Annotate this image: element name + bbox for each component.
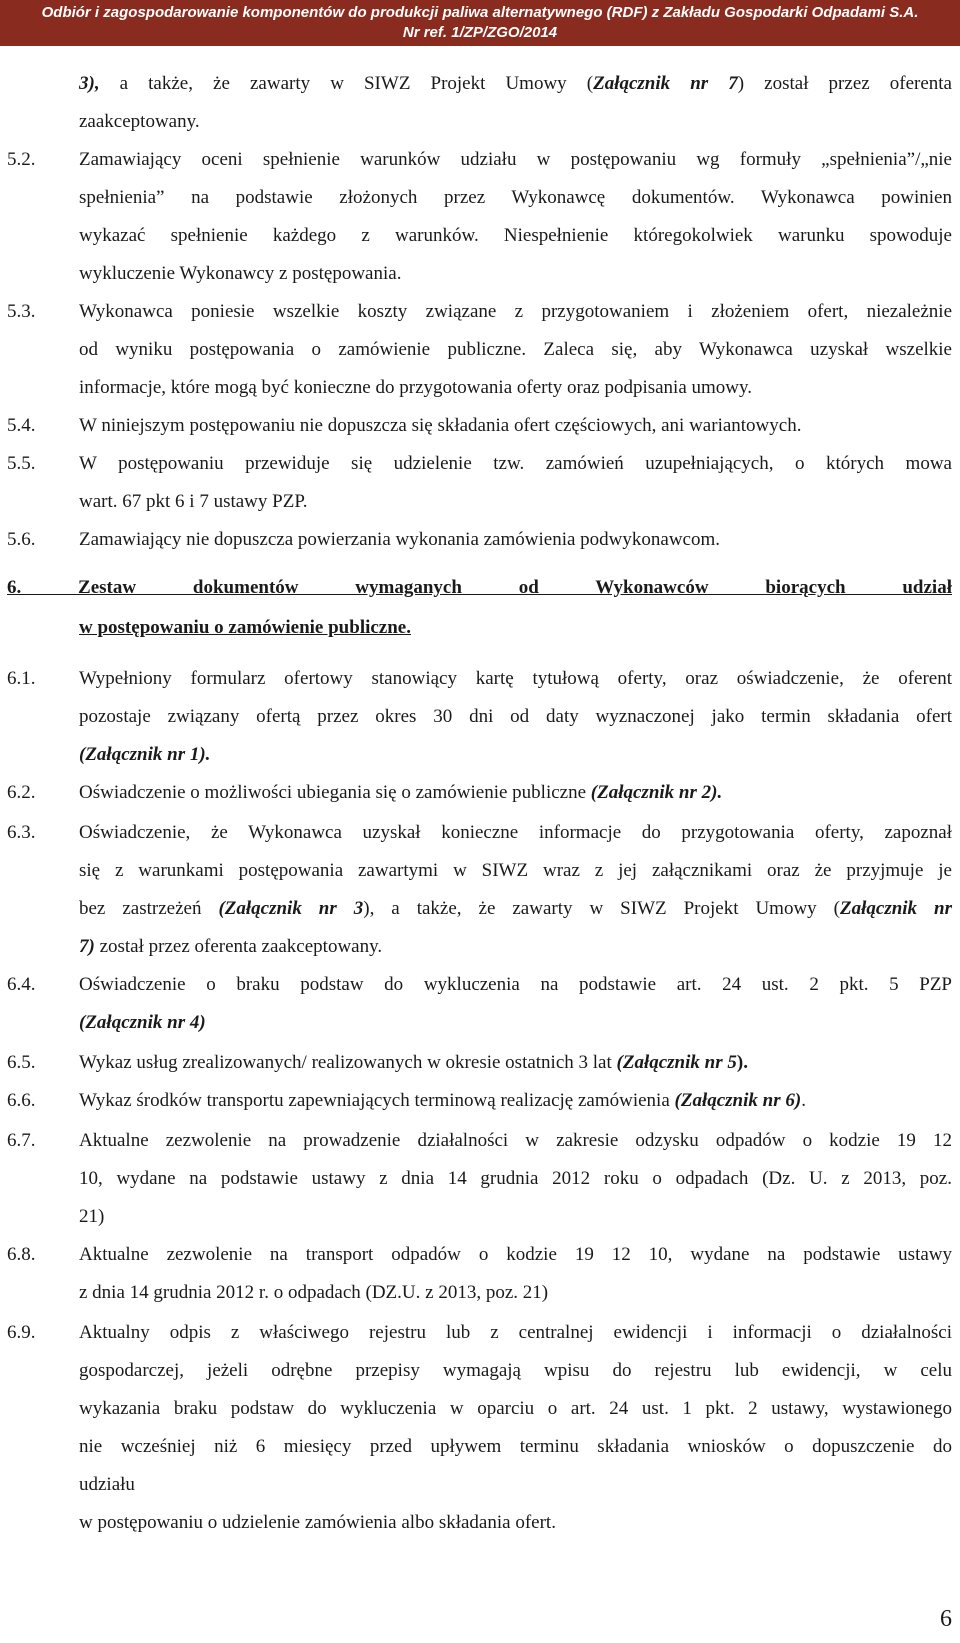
paragraph-line: Aktualne zezwolenie na prowadzenie działalności w zakresie odzysku odpadów o kodzie 19 12: [79, 1130, 952, 1151]
section-number: 5.6.: [7, 529, 36, 550]
section-number: 5.4.: [7, 415, 36, 436]
section-number: 6.4.: [7, 974, 36, 995]
paragraph-line: udziału: [79, 1474, 135, 1495]
section-number: 6.6.: [7, 1090, 36, 1111]
paragraph-line: się z warunkami postępowania zawartymi w SIWZ wraz z jej załącznikami oraz że przyjmuje je: [79, 860, 952, 881]
paragraph-line: pozostaje związany ofertą przez okres 30 dni od daty wyznaczonej jako termin składania ofert: [79, 706, 952, 727]
paragraph-line: (Załącznik nr 1).: [79, 744, 211, 765]
paragraph-line: w postępowaniu o udzielenie zamówienia albo składania ofert.: [79, 1512, 556, 1533]
paragraph-line: wykazać spełnienie każdego z warunków. Niespełnienie któregokolwiek warunku spowoduje: [79, 225, 952, 246]
paragraph-line: zaakceptowany.: [79, 111, 200, 132]
paragraph-line: wykazania braku podstaw do wykluczenia w oparciu o art. 24 ust. 1 pkt. 2 ustawy, wystawionego: [79, 1398, 952, 1419]
paragraph-line: Oświadczenie, że Wykonawca uzyskał konieczne informacje do przygotowania oferty, zapoznał: [79, 822, 952, 843]
paragraph-line: Wykaz środków transportu zapewniających terminową realizację zamówienia (Załącznik nr 6).: [79, 1090, 806, 1111]
paragraph-line: W niniejszym postępowaniu nie dopuszcza się składania ofert częściowych, ani wariantowych.: [79, 415, 802, 436]
header-title: Odbiór i zagospodarowanie komponentów do produkcji paliwa alternatywnego (RDF) z Zakładu Gospodarki Odpadami S.A.: [41, 4, 919, 21]
paragraph-line: 3), a także, że zawarty w SIWZ Projekt Umowy (Załącznik nr 7) został przez oferenta: [79, 73, 952, 94]
section-number: 6.3.: [7, 822, 36, 843]
paragraph-line: informacje, które mogą być konieczne do przygotowania oferty oraz podpisania umowy.: [79, 377, 753, 398]
paragraph-line: bez zastrzeżeń (Załącznik nr 3), a także, że zawarty w SIWZ Projekt Umowy (Załącznik nr: [79, 898, 952, 919]
paragraph-line: 10, wydane na podstawie ustawy z dnia 14 grudnia 2012 roku o odpadach (Dz. U. z 2013, poz.: [79, 1168, 952, 1189]
paragraph-line: Oświadczenie o możliwości ubiegania się o zamówienie publiczne (Załącznik nr 2).: [79, 782, 723, 803]
section-heading: 6. Zestaw dokumentów wymaganych od Wykonawców biorących udział: [7, 577, 952, 598]
paragraph-line: gospodarczej, jeżeli odrębne przepisy wymagają wpisu do rejestru lub ewidencji, w celu: [79, 1360, 952, 1381]
paragraph-line: Zamawiający oceni spełnienie warunków udziału w postępowaniu wg formuły „spełnienia”/„nie: [79, 149, 952, 170]
paragraph-line: Aktualne zezwolenie na transport odpadów o kodzie 19 12 10, wydane na podstawie ustawy: [79, 1244, 952, 1265]
paragraph-line: Zamawiający nie dopuszcza powierzania wykonania zamówienia podwykonawcom.: [79, 529, 720, 550]
page-number: 6: [940, 1606, 952, 1632]
paragraph-line: (Załącznik nr 4): [79, 1012, 206, 1033]
paragraph-line: Oświadczenie o braku podstaw do wykluczenia na podstawie art. 24 ust. 2 pkt. 5 PZP: [79, 974, 952, 995]
section-number: 6.8.: [7, 1244, 36, 1265]
paragraph-line: spełnienia” na podstawie złożonych przez Wykonawcę dokumentów. Wykonawca powinien: [79, 187, 952, 208]
paragraph-line: Wykonawca poniesie wszelkie koszty związane z przygotowaniem i złożeniem ofert, niezależnie: [79, 301, 952, 322]
paragraph-line: W postępowaniu przewiduje się udzielenie tzw. zamówień uzupełniających, o których mowa: [79, 453, 952, 474]
paragraph-line: nie wcześniej niż 6 miesięcy przed upływem terminu składania wniosków o dopuszczenie do: [79, 1436, 952, 1457]
paragraph-line: 21): [79, 1206, 105, 1227]
section-number: 6.5.: [7, 1052, 36, 1073]
paragraph-line: wart. 67 pkt 6 i 7 ustawy PZP.: [79, 491, 308, 512]
section-number: 6.1.: [7, 668, 36, 689]
paragraph-line: Wykaz usług zrealizowanych/ realizowanych w okresie ostatnich 3 lat (Załącznik nr 5).: [79, 1052, 748, 1073]
section-number: 5.5.: [7, 453, 36, 474]
paragraph-line: z dnia 14 grudnia 2012 r. o odpadach (DZ.U. z 2013, poz. 21): [79, 1282, 549, 1303]
header-reference: Nr ref. 1/ZP/ZGO/2014: [402, 24, 558, 41]
paragraph-line: Aktualny odpis z właściwego rejestru lub z centralnej ewidencji i informacji o działalności: [79, 1322, 952, 1343]
paragraph-line: wykluczenie Wykonawcy z postępowania.: [79, 263, 402, 284]
paragraph-line: Wypełniony formularz ofertowy stanowiący kartę tytułową oferty, oraz oświadczenie, że oferent: [79, 668, 952, 689]
paragraph-line: 7) został przez oferenta zaakceptowany.: [79, 936, 383, 957]
page-header: [0, 0, 960, 46]
section-number: 6.2.: [7, 782, 36, 803]
section-number: 6.9.: [7, 1322, 36, 1343]
section-number: 6.7.: [7, 1130, 36, 1151]
section-heading-continuation: w postępowaniu o zamówienie publiczne.: [79, 617, 411, 638]
section-number: 5.2.: [7, 149, 36, 170]
section-number: 5.3.: [7, 301, 36, 322]
paragraph-line: od wyniku postępowania o zamówienie publiczne. Zaleca się, aby Wykonawca uzyskał wszelkie: [79, 339, 952, 360]
